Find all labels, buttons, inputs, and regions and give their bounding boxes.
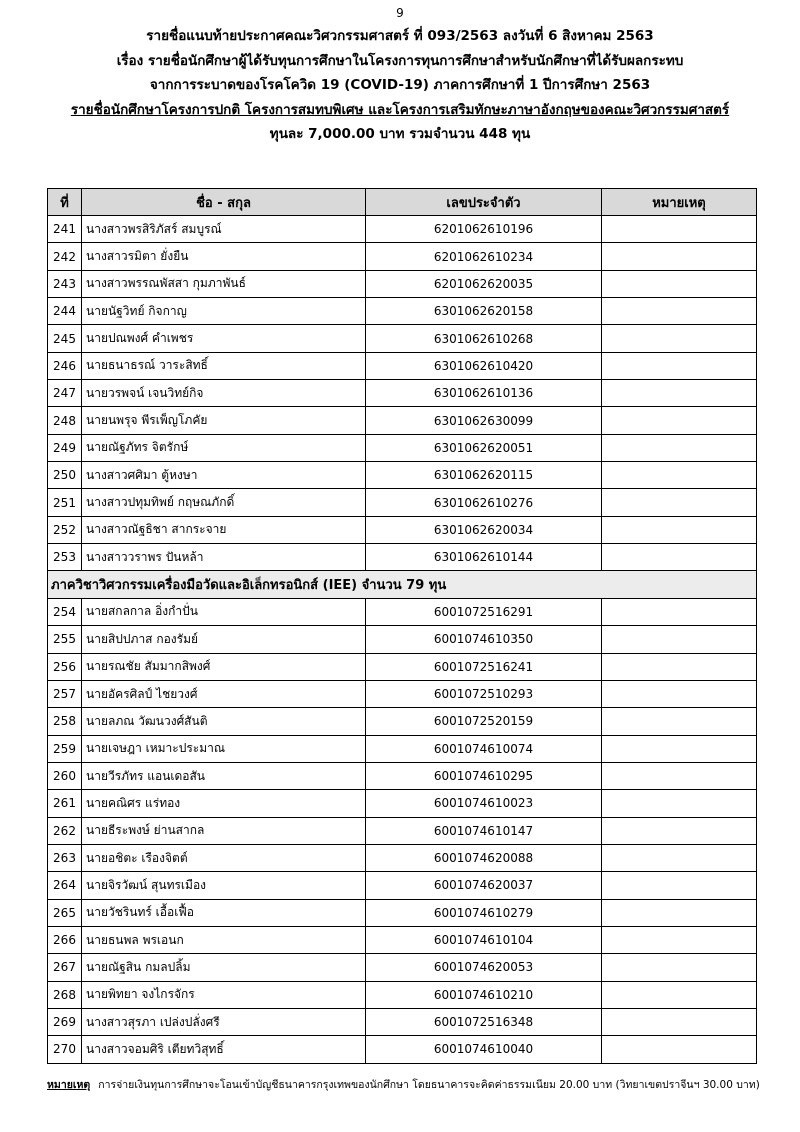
row-number: 254 <box>48 598 82 625</box>
student-id: 6001074610210 <box>366 981 602 1008</box>
student-name: นายณัฐภัทร จิตรักษ์ <box>82 434 366 461</box>
student-id: 6301062620115 <box>366 462 602 489</box>
row-remark <box>602 325 757 352</box>
student-name: นายอัครศิลป์ ไชยวงศ์ <box>82 680 366 707</box>
student-name: นายณัฐสิน กมลปลิ้ม <box>82 954 366 981</box>
row-remark <box>602 926 757 953</box>
student-id: 6201062610196 <box>366 216 602 243</box>
student-id: 6001072516241 <box>366 653 602 680</box>
row-number: 265 <box>48 899 82 926</box>
table-row <box>48 844 757 871</box>
row-remark <box>602 352 757 379</box>
table-row <box>48 626 757 653</box>
row-remark <box>602 872 757 899</box>
table-row <box>48 434 757 461</box>
header-programs-text: รายชื่อนักศึกษาโครงการปกติ โครงการสมทบพิเศษ และโครงการเสริมทักษะภาษาอังกฤษของคณะวิศวกรรมศาสตร์ <box>70 101 730 118</box>
row-number: 267 <box>48 954 82 981</box>
student-id: 6301062610136 <box>366 380 602 407</box>
header-line-subject-cont: จากการระบาดของโรคโควิด 19 (COVID-19) ภาคการศึกษาที่ 1 ปีการศึกษา 2563 <box>149 77 651 93</box>
student-name: นายปณพงศ์ คำเพชร <box>82 325 366 352</box>
department-section-title: ภาควิชาวิศวกรรมเครื่องมือวัดและอิเล็กทรอนิกส์ (IEE) จำนวน 79 ทุน <box>48 571 757 598</box>
student-name: นางสาวพรรณพัสสา กุมภาพันธ์ <box>82 270 366 297</box>
row-remark <box>602 1036 757 1063</box>
student-name: นางสาวสุรภา เปล่งปลั่งศรี <box>82 1008 366 1035</box>
row-number: 250 <box>48 462 82 489</box>
department-section-row <box>48 571 757 598</box>
table-row <box>48 462 757 489</box>
row-number: 259 <box>48 735 82 762</box>
student-id: 6001074610350 <box>366 626 602 653</box>
table-row <box>48 735 757 762</box>
row-remark <box>602 817 757 844</box>
student-name: นายรณชัย สัมมากสิพงศ์ <box>82 653 366 680</box>
row-number: 258 <box>48 708 82 735</box>
table-row <box>48 243 757 270</box>
row-number: 256 <box>48 653 82 680</box>
table-body-section-title <box>48 571 757 598</box>
student-id: 6001074610074 <box>366 735 602 762</box>
column-header-id: เลขประจำตัว <box>366 189 602 216</box>
row-remark <box>602 216 757 243</box>
student-name: นายคณิศร แร่ทอง <box>82 790 366 817</box>
student-id: 6201062610234 <box>366 243 602 270</box>
table-row <box>48 872 757 899</box>
page-number: 9 <box>396 6 404 20</box>
row-number: 260 <box>48 762 82 789</box>
footnote-label: หมายเหตุ <box>47 1079 91 1091</box>
student-name: นายวีรภัทร แอนเดอสัน <box>82 762 366 789</box>
row-remark <box>602 790 757 817</box>
row-remark <box>602 844 757 871</box>
table-row <box>48 407 757 434</box>
row-remark <box>602 626 757 653</box>
student-id: 6001074620088 <box>366 844 602 871</box>
row-remark <box>602 680 757 707</box>
row-number: 248 <box>48 407 82 434</box>
row-number: 257 <box>48 680 82 707</box>
row-remark <box>602 544 757 571</box>
row-remark <box>602 1008 757 1035</box>
student-id: 6301062610276 <box>366 489 602 516</box>
student-id: 6001074610040 <box>366 1036 602 1063</box>
row-remark <box>602 708 757 735</box>
student-name: นายธนพล พรเอนก <box>82 926 366 953</box>
student-name: นายลภณ วัฒนวงศ์สันติ <box>82 708 366 735</box>
row-remark <box>602 954 757 981</box>
row-remark <box>602 735 757 762</box>
row-number: 242 <box>48 243 82 270</box>
row-number: 252 <box>48 516 82 543</box>
student-name: นางสาวปทุมทิพย์ กฤษณภักดิ์ <box>82 489 366 516</box>
student-id: 6301062620051 <box>366 434 602 461</box>
table-row <box>48 653 757 680</box>
row-remark <box>602 489 757 516</box>
table-row <box>48 598 757 625</box>
row-number: 264 <box>48 872 82 899</box>
student-id: 6001072510293 <box>366 680 602 707</box>
student-name: นายวัชรินทร์ เอื้อเฟื้อ <box>82 899 366 926</box>
student-id: 6001074610147 <box>366 817 602 844</box>
row-remark <box>602 598 757 625</box>
row-remark <box>602 981 757 1008</box>
student-name: นายวรพจน์ เจนวิทย์กิจ <box>82 380 366 407</box>
table-row <box>48 489 757 516</box>
table-row <box>48 544 757 571</box>
header-line-amount: ทุนละ 7,000.00 บาท รวมจำนวน 448 ทุน <box>269 126 531 142</box>
row-remark <box>602 899 757 926</box>
row-number: 247 <box>48 380 82 407</box>
row-remark <box>602 462 757 489</box>
table-row <box>48 325 757 352</box>
column-header-no: ที่ <box>48 189 82 216</box>
table-body-section-a <box>48 216 757 571</box>
row-number: 251 <box>48 489 82 516</box>
student-id: 6301062630099 <box>366 407 602 434</box>
student-name: นายจิรวัฒน์ สุนทรเมือง <box>82 872 366 899</box>
student-name: นางสาววราพร ปันหล้า <box>82 544 366 571</box>
student-name: นางสาวพรสิริภัสร์ สมบูรณ์ <box>82 216 366 243</box>
table-row <box>48 762 757 789</box>
student-name: นายนพรุจ พีรเพ็ญโภคัย <box>82 407 366 434</box>
row-remark <box>602 407 757 434</box>
row-remark <box>602 516 757 543</box>
student-name: นายพิทยา จงไกรจักร <box>82 981 366 1008</box>
table-row <box>48 270 757 297</box>
student-id: 6001074610104 <box>366 926 602 953</box>
student-name: นางสาวจอมศิริ เตียทวิสุทธิ์ <box>82 1036 366 1063</box>
student-id: 6001072516348 <box>366 1008 602 1035</box>
student-id: 6001072520159 <box>366 708 602 735</box>
announcement-header <box>0 24 800 147</box>
student-id: 6301062620158 <box>366 298 602 325</box>
student-id: 6301062610144 <box>366 544 602 571</box>
student-id: 6301062620034 <box>366 516 602 543</box>
student-id: 6001074620037 <box>366 872 602 899</box>
table-row <box>48 1008 757 1035</box>
student-id: 6001074610295 <box>366 762 602 789</box>
header-line-subject: เรื่อง รายชื่อนักศึกษาผู้ได้รับทุนการศึกษาในโครงการทุนการศึกษาสำหรับนักศึกษาที่ได้รับผลกระทบ <box>116 52 684 69</box>
table-row <box>48 899 757 926</box>
table-row <box>48 954 757 981</box>
footnote-text: การจ่ายเงินทุนการศึกษาจะโอนเข้าบัญชีธนาคารกรุงเทพของนักศึกษา โดยธนาคารจะคิดค่าธรรมเนียม 20.00 บาท (วิทยาเขตปราจีนฯ 30.00 บาท) <box>98 1079 760 1091</box>
student-name: นายเจษฎา เหมาะประมาณ <box>82 735 366 762</box>
row-remark <box>602 243 757 270</box>
student-name: นางสาวรมิตา ยั่งยืน <box>82 243 366 270</box>
row-remark <box>602 434 757 461</box>
row-number: 245 <box>48 325 82 352</box>
row-remark <box>602 762 757 789</box>
row-number: 262 <box>48 817 82 844</box>
table-row <box>48 1036 757 1063</box>
row-number: 244 <box>48 298 82 325</box>
row-number: 249 <box>48 434 82 461</box>
footnote <box>47 1076 760 1093</box>
row-number: 269 <box>48 1008 82 1035</box>
scholarship-table <box>47 188 757 1064</box>
header-line-programs <box>0 98 800 123</box>
table-row <box>48 817 757 844</box>
row-number: 268 <box>48 981 82 1008</box>
table-row <box>48 298 757 325</box>
row-number: 255 <box>48 626 82 653</box>
table-row <box>48 708 757 735</box>
table-body-section-b <box>48 598 757 1063</box>
row-number: 261 <box>48 790 82 817</box>
table-row <box>48 516 757 543</box>
row-remark <box>602 298 757 325</box>
table-header-row <box>48 189 757 216</box>
row-number: 263 <box>48 844 82 871</box>
row-remark <box>602 653 757 680</box>
student-id: 6001072516291 <box>366 598 602 625</box>
row-number: 253 <box>48 544 82 571</box>
student-id: 6301062610420 <box>366 352 602 379</box>
student-name: นางสาวณัฐธิชา สากระจาย <box>82 516 366 543</box>
student-id: 6001074620053 <box>366 954 602 981</box>
student-name: นายธนาธรณ์ วาระสิทธิ์ <box>82 352 366 379</box>
student-name: นายสกลกาล อิ่งกำปั่น <box>82 598 366 625</box>
row-number: 243 <box>48 270 82 297</box>
table-row <box>48 790 757 817</box>
table-row <box>48 926 757 953</box>
student-id: 6001074610279 <box>366 899 602 926</box>
row-number: 266 <box>48 926 82 953</box>
table-row <box>48 216 757 243</box>
table-row <box>48 981 757 1008</box>
row-number: 241 <box>48 216 82 243</box>
table-row <box>48 380 757 407</box>
student-name: นายอชิตะ เรืองจิตต์ <box>82 844 366 871</box>
row-remark <box>602 380 757 407</box>
column-header-remark: หมายเหตุ <box>602 189 757 216</box>
header-line-announcement: รายชื่อแนบท้ายประกาศคณะวิศวกรรมศาสตร์ ที่ 093/2563 ลงวันที่ 6 สิงหาคม 2563 <box>146 28 654 44</box>
row-remark <box>602 270 757 297</box>
row-number: 246 <box>48 352 82 379</box>
student-name: นายนัฐวิทย์ กิจกาญ <box>82 298 366 325</box>
table-row <box>48 352 757 379</box>
student-name: นายธีระพงษ์ ย่านสากล <box>82 817 366 844</box>
student-name: นางสาวศศิมา ตู้หงษา <box>82 462 366 489</box>
row-number: 270 <box>48 1036 82 1063</box>
student-name: นายสิปปภาส กองรัมย์ <box>82 626 366 653</box>
student-id: 6201062620035 <box>366 270 602 297</box>
column-header-name: ชื่อ - สกุล <box>82 189 366 216</box>
student-id: 6001074610023 <box>366 790 602 817</box>
table-row <box>48 680 757 707</box>
student-id: 6301062610268 <box>366 325 602 352</box>
